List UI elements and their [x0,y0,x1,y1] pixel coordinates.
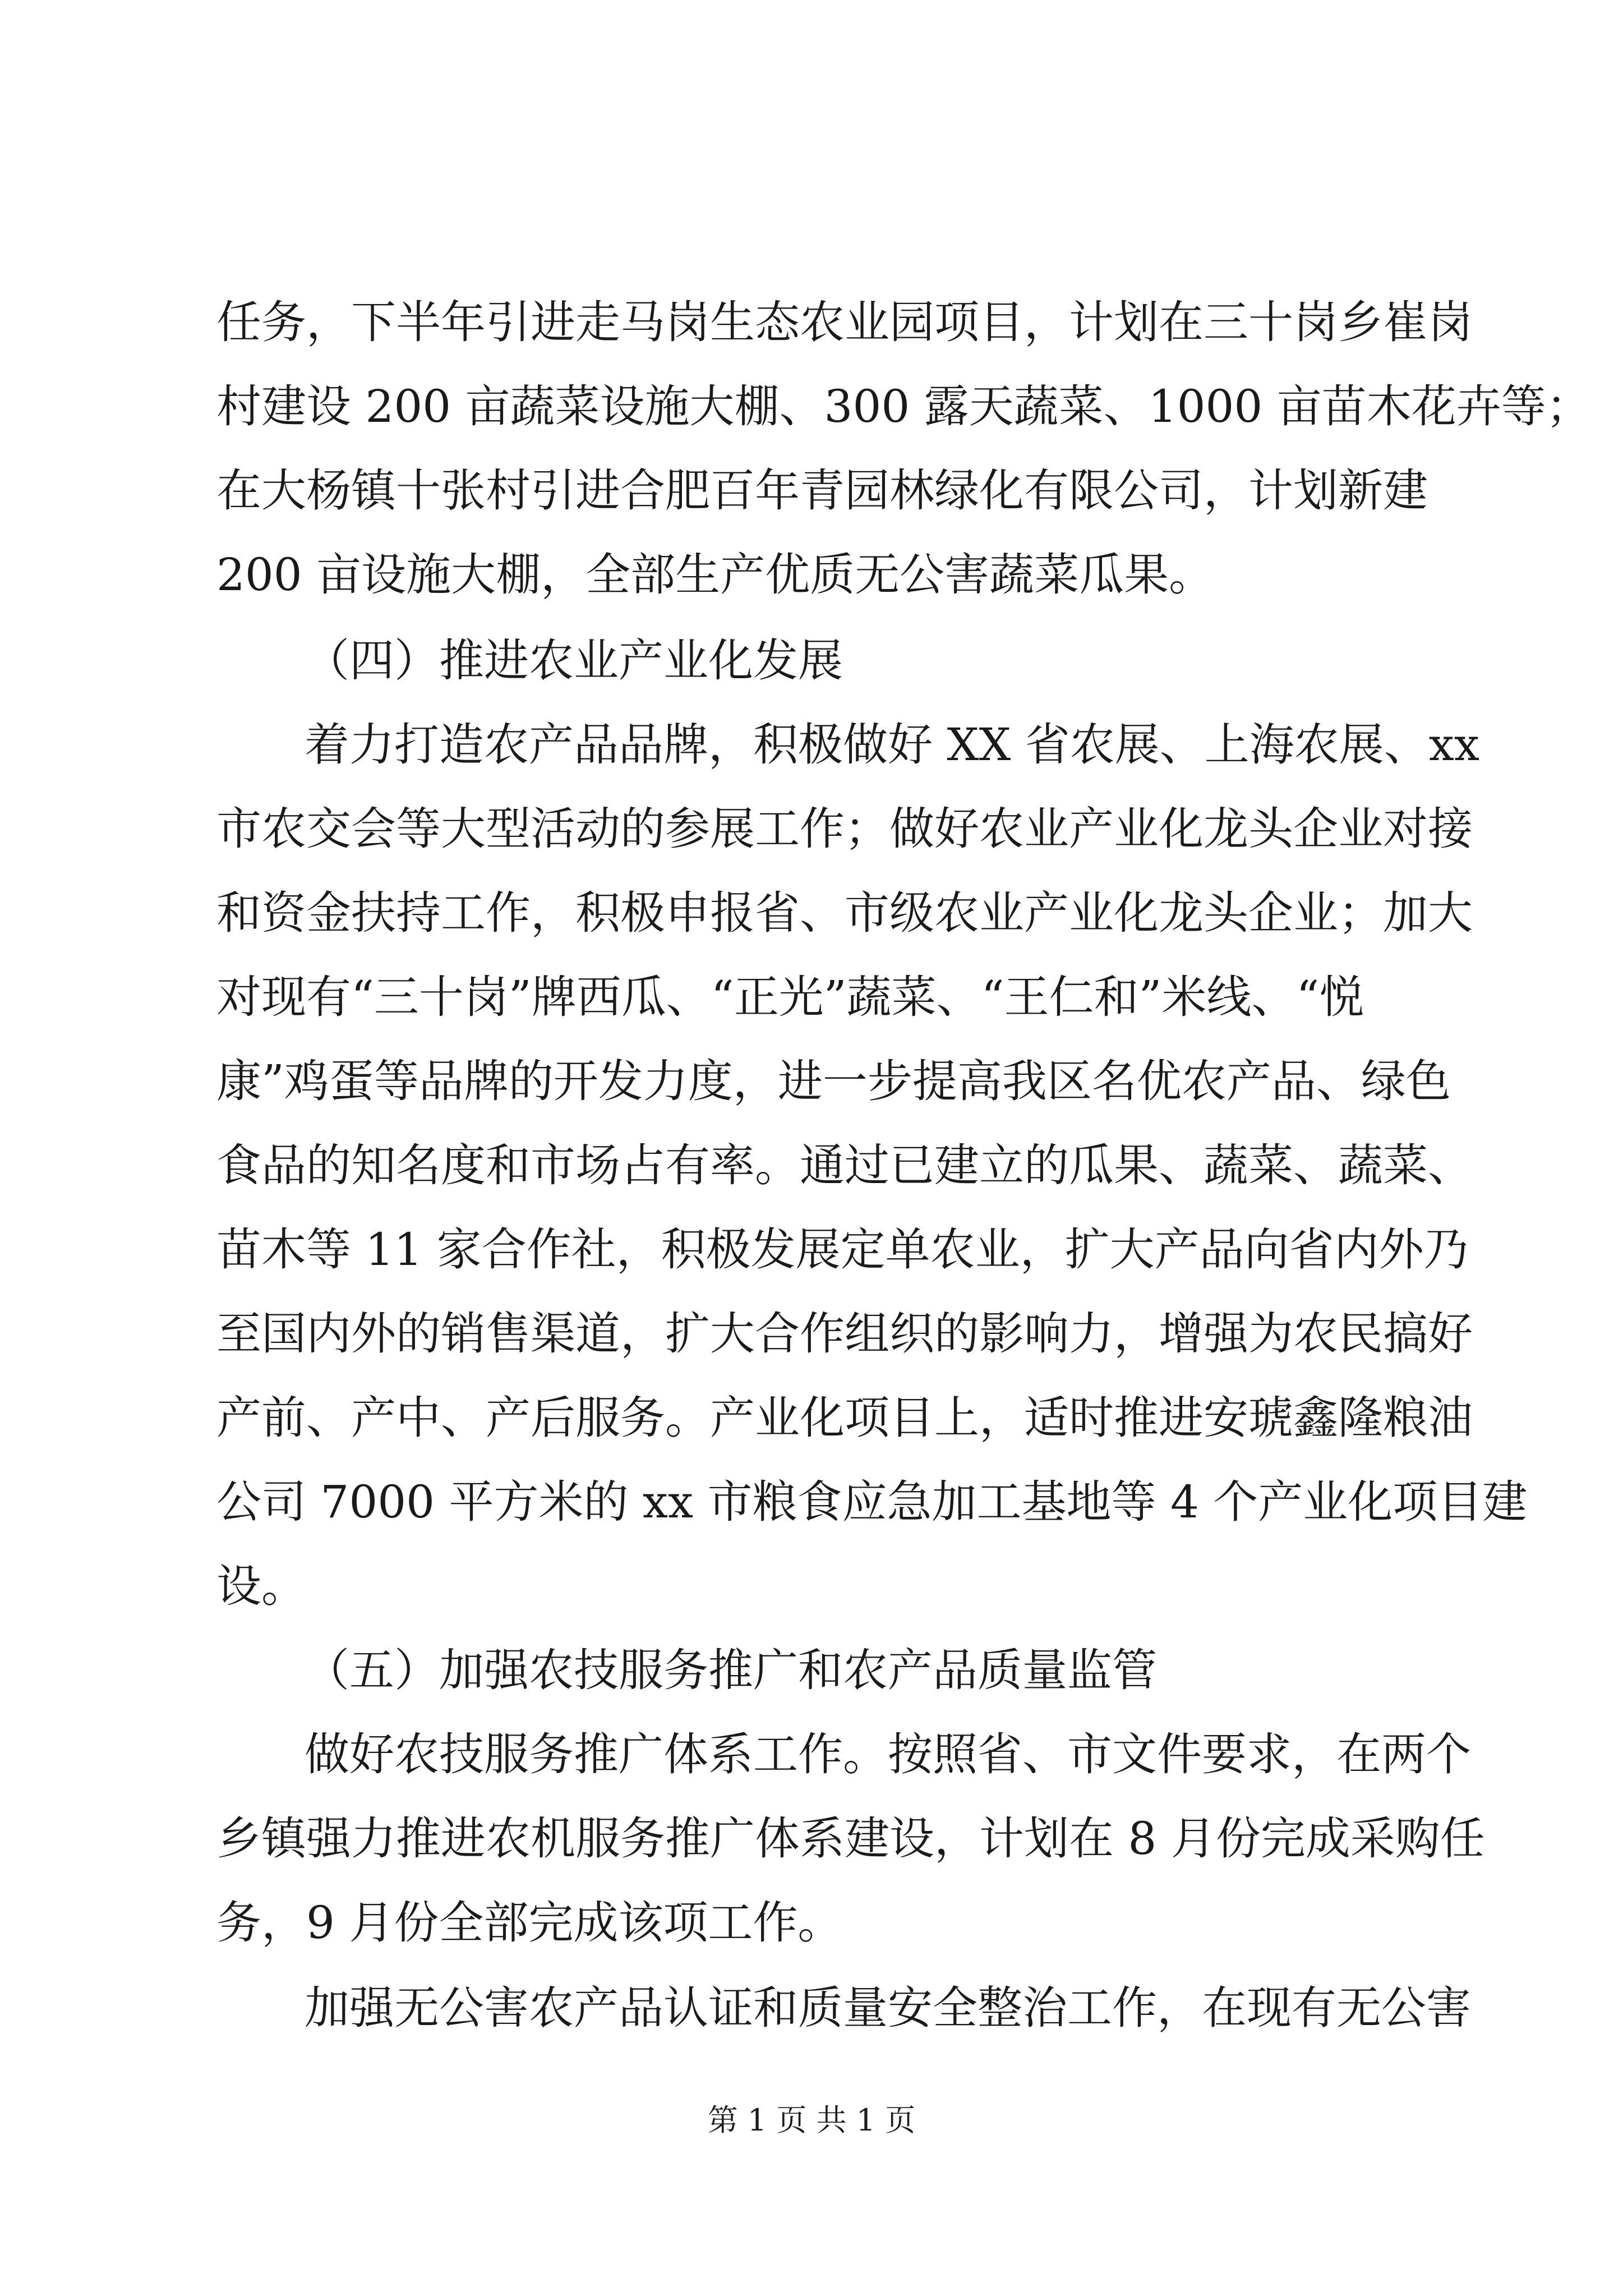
text-line: 务，9 月份全部完成该项工作。 [216,1897,843,1949]
text-line: 产前、产中、产后服务。产业化项目上，适时推进安琥鑫隆粮油 [216,1392,1473,1444]
text-line: 公司 7000 平方米的 xx 市粮食应急加工基地等 4 个产业化项目建 [216,1476,1528,1528]
text-line: 市农交会等大型活动的参展工作；做好农业产业化龙头企业对接 [216,803,1473,855]
text-line: 康”鸡蛋等品牌的开发力度，进一步提高我区名优农产品、绿色 [216,1055,1451,1107]
text-line: 乡镇强力推进农机服务推广体系建设，计划在 8 月份完成采购任 [216,1812,1485,1865]
text-line: 和资金扶持工作，积极申报省、市级农业产业化龙头企业；加大 [216,887,1473,939]
text-line: 任务，下半年引进走马岗生态农业园项目，计划在三十岗乡崔岗 [216,296,1473,348]
text-line: 设。 [216,1560,306,1612]
text-line: 至国内外的销售渠道，扩大合作组织的影响力，增强为农民搞好 [216,1308,1473,1360]
section-heading: （五）加强农技服务推广和农产品质量监管 [305,1644,1157,1696]
page-number-footer: 第 1 页 共 1 页 [707,2102,916,2138]
text-line: 在大杨镇十张村引进合肥百年青园林绿化有限公司，计划新建 [216,464,1428,517]
section-heading: （四）推进农业产业化发展 [305,634,843,687]
text-line: 村建设 200 亩蔬菜设施大棚、300 露天蔬菜、1000 亩苗木花卉等； [216,380,1591,432]
paragraph-first-line: 做好农技服务推广体系工作。按照省、市文件要求，在两个 [305,1728,1471,1780]
paragraph-first-line: 加强无公害农产品认证和质量安全整治工作，在现有无公害 [305,1982,1471,2034]
paragraph-first-line: 着力打造农产品品牌，积极做好 XX 省农展、上海农展、xx [305,719,1479,771]
text-line: 食品的知名度和市场占有率。通过已建立的瓜果、蔬菜、蔬菜、 [216,1139,1473,1191]
text-line: 200 亩设施大棚，全部生产优质无公害蔬菜瓜果。 [216,549,1214,601]
text-line: 对现有“三十岗”牌西瓜、“正光”蔬菜、“王仁和”米线、“悦 [216,971,1364,1023]
text-line: 苗木等 11 家合作社，积极发展定单农业，扩大产品向省内外乃 [216,1223,1469,1276]
